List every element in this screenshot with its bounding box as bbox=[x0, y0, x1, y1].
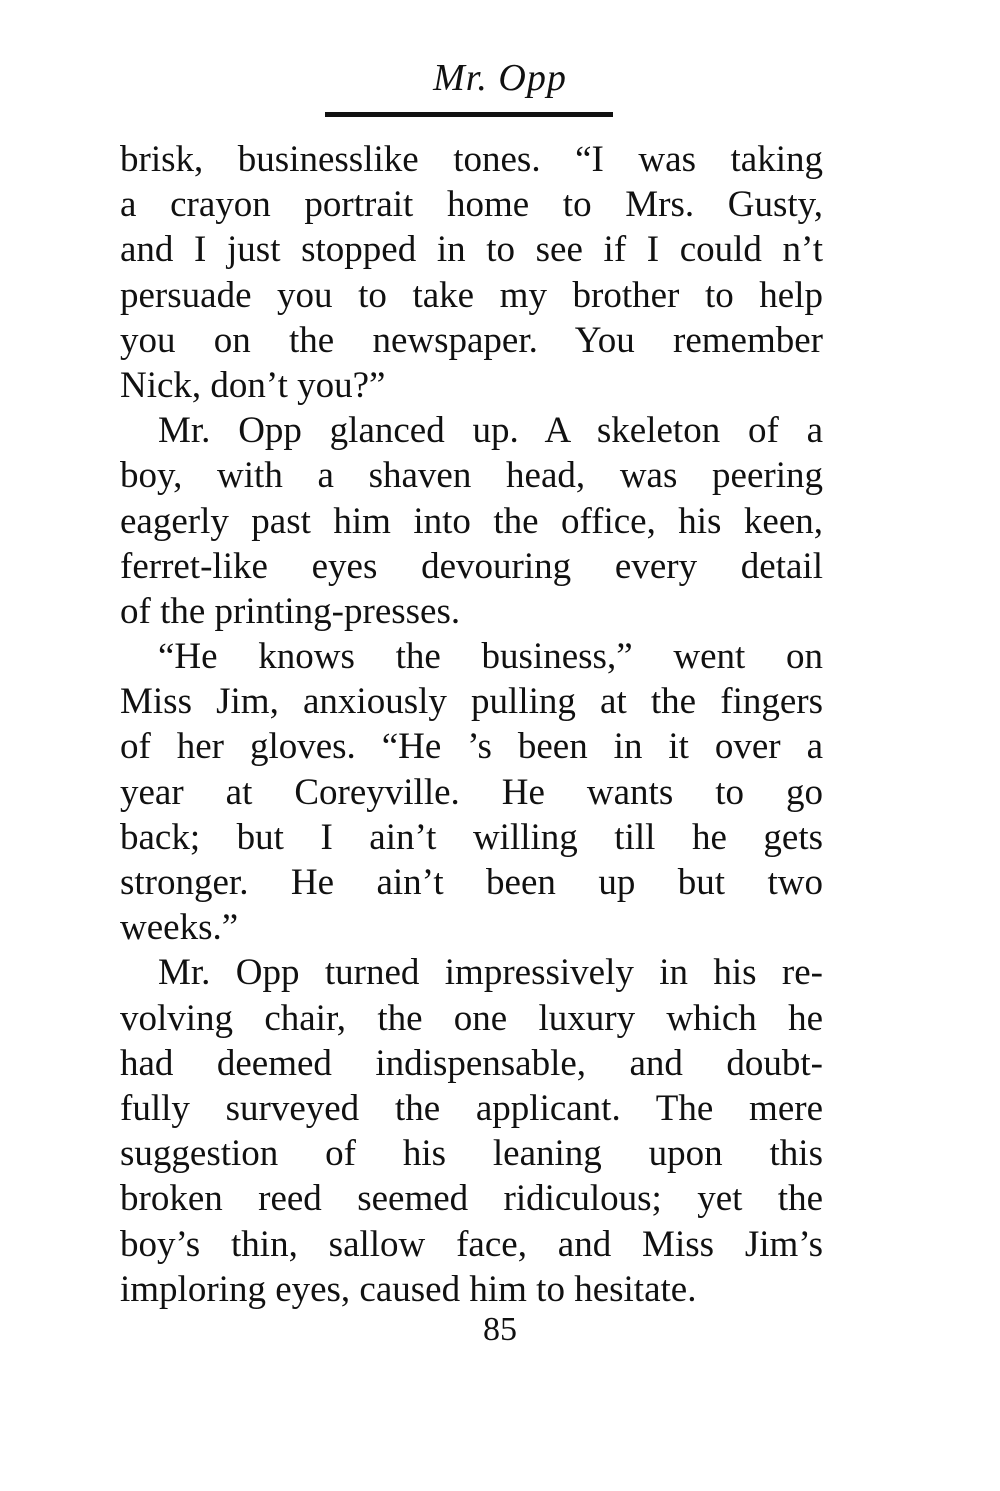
text-line: stronger. He ain’t been up but two bbox=[120, 862, 823, 903]
text-line: and I just stopped in to see if I could n’t bbox=[120, 229, 823, 271]
text-line: Mr. Opp turned impressively in his re- bbox=[158, 952, 823, 994]
text-line: year at Coreyville. He wants to go bbox=[120, 771, 823, 813]
text-line: back; but I ain’t willing till he gets bbox=[120, 816, 823, 858]
text-line: weeks.” bbox=[120, 907, 239, 949]
text-line: boy, with a shaven head, was peering bbox=[120, 455, 823, 497]
text-line: Nick, don’t you?” bbox=[120, 364, 386, 406]
text-line: persuade you to take my brother to help bbox=[120, 274, 823, 316]
paragraph bbox=[120, 137, 823, 408]
text-line: a crayon portrait home to Mrs. Gusty, bbox=[120, 184, 823, 226]
text-line: “He knows the business,” went on bbox=[158, 636, 823, 678]
text-line: fully surveyed the applicant. The mere bbox=[120, 1087, 823, 1129]
text-line: ferret-like eyes devouring every detail bbox=[120, 545, 823, 587]
text-line: boy’s thin, sallow face, and Miss Jim’s bbox=[120, 1223, 823, 1265]
text-line: imploring eyes, caused him to hesitate. bbox=[120, 1268, 697, 1310]
text-line: brisk, businesslike tones. “I was taking bbox=[120, 139, 823, 180]
text-line: had deemed indispensable, and doubt- bbox=[120, 1042, 823, 1084]
text-line: Miss Jim, anxiously pulling at the fingers bbox=[120, 681, 823, 723]
text-line: of her gloves. “He ’s been in it over a bbox=[120, 726, 823, 768]
header-rule bbox=[325, 112, 613, 117]
text-line: volving chair, the one luxury which he bbox=[120, 997, 823, 1039]
page-number: 85 bbox=[483, 1311, 517, 1348]
text-line: Mr. Opp glanced up. A skeleton of a bbox=[158, 410, 823, 452]
text-line: eagerly past him into the office, his keen, bbox=[120, 500, 823, 542]
body-text bbox=[120, 137, 823, 1312]
paragraph bbox=[120, 950, 823, 1312]
running-head: Mr. Opp bbox=[433, 57, 567, 99]
text-line: you on the newspaper. You remember bbox=[120, 319, 823, 361]
text-line: broken reed seemed ridiculous; yet the bbox=[120, 1178, 823, 1220]
text-line: suggestion of his leaning upon this bbox=[120, 1133, 823, 1175]
paragraph bbox=[120, 634, 823, 950]
paragraph bbox=[120, 408, 823, 634]
text-line: of the printing-presses. bbox=[120, 590, 461, 632]
